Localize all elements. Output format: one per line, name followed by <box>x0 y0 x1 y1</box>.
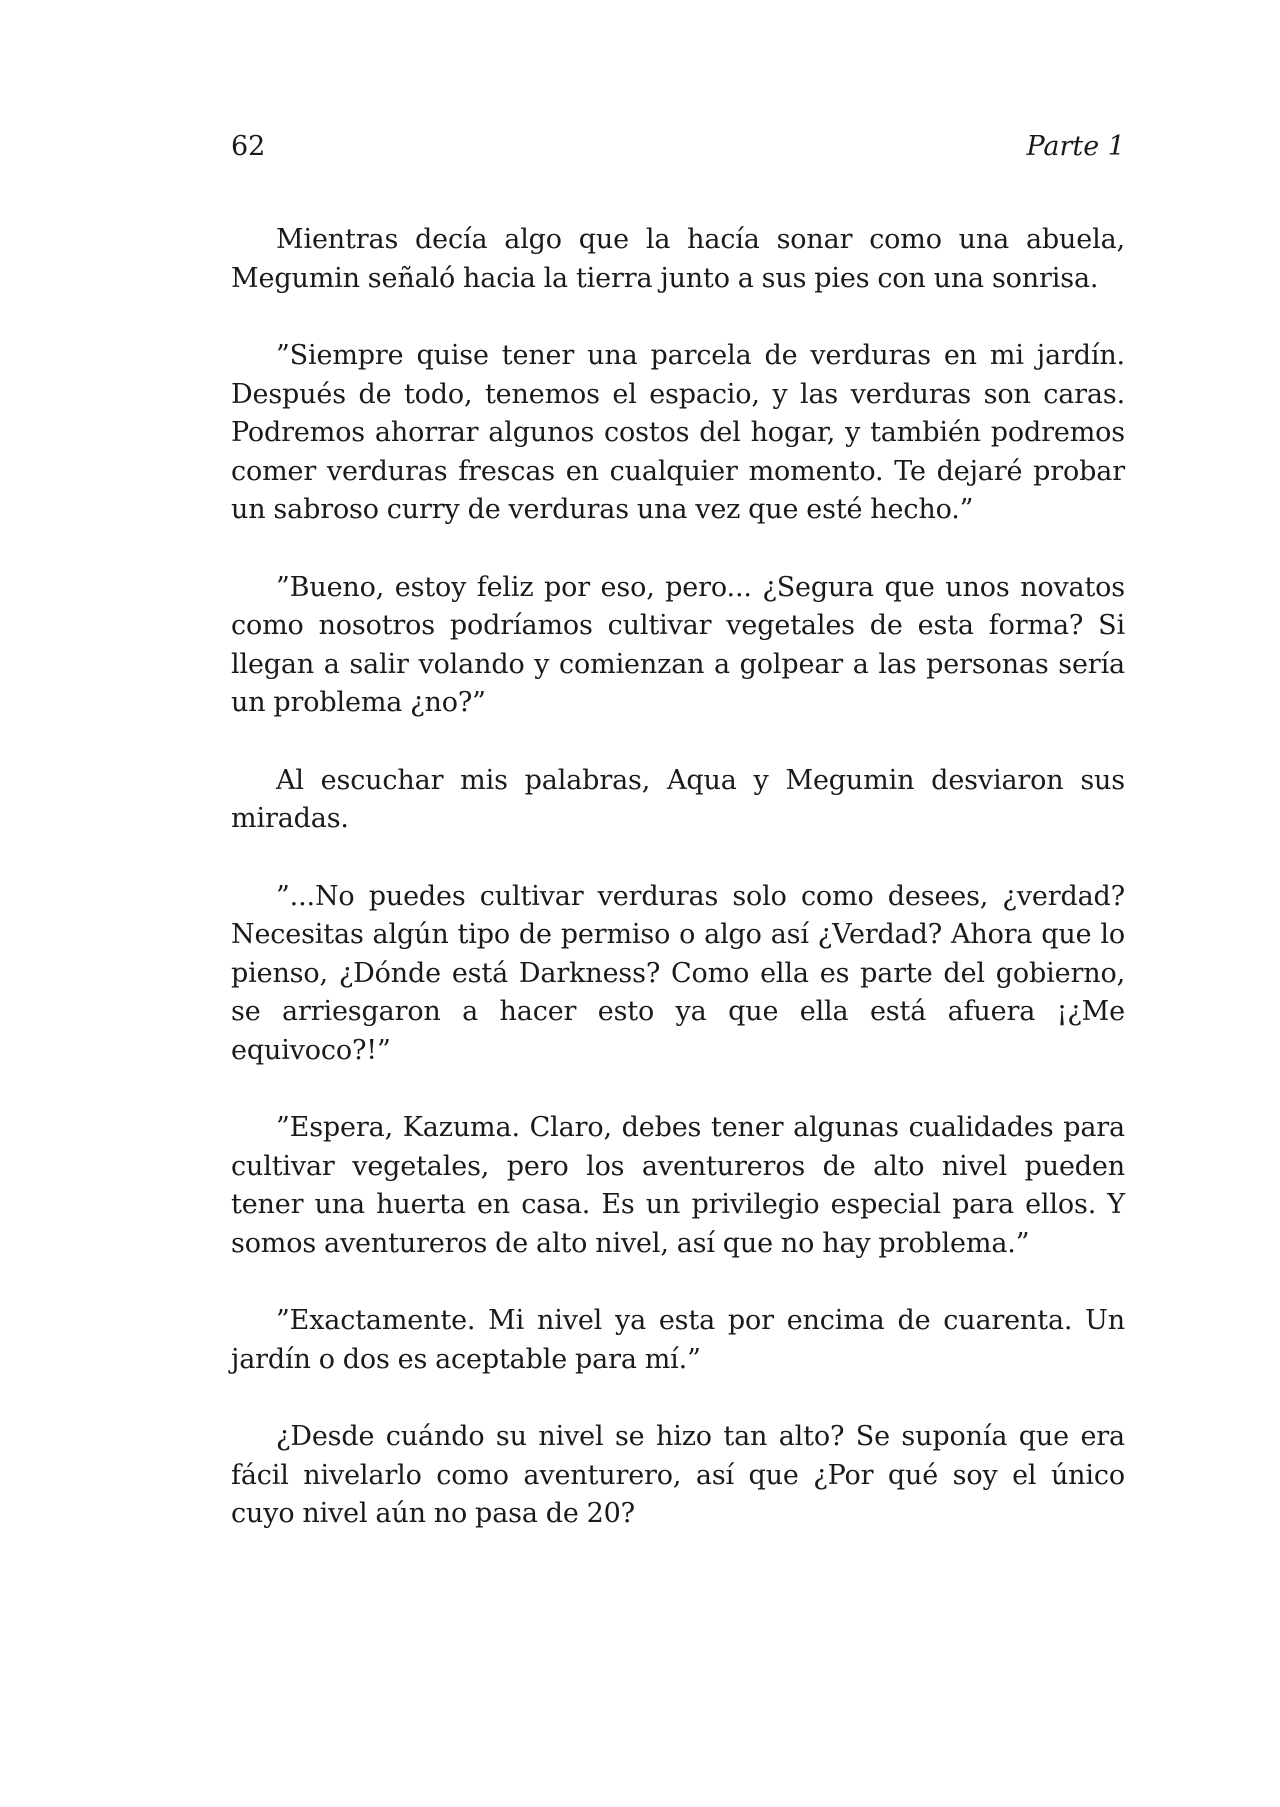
running-header <box>231 130 1125 164</box>
section-title: Parte 1 <box>1026 131 1125 162</box>
paragraph: ”Espera, Kazuma. Claro, debes tener algunas cualidades para cultivar vegetales, pero los aventureros de alto nivel pueden tener una huerta en casa. Es un privilegio especial para ellos. Y somos aventureros de alto nivel, así que no hay problema.” <box>231 1112 1125 1259</box>
paragraph: Mientras decía algo que la hacía sonar como una abuela, Megumin señaló hacia la tierra junto a sus pies con una sonrisa. <box>231 224 1125 294</box>
body-text <box>231 221 1125 1573</box>
page-number: 62 <box>231 131 266 162</box>
paragraph: ”Exactamente. Mi nivel ya esta por encima de cuarenta. Un jardín o dos es aceptable para mí.” <box>231 1305 1125 1375</box>
paragraph: Al escuchar mis palabras, Aqua y Megumin desviaron sus miradas. <box>231 764 1125 834</box>
paragraph: ”...No puedes cultivar verduras solo como desees, ¿verdad? Necesitas algún tipo de permiso o algo así ¿Verdad? Ahora que lo pienso, ¿Dónde está Darkness? Como ella es parte del gobierno, se arriesgaron a hacer esto ya que ella está afuera ¡¿Me equivoco?!” <box>231 880 1125 1066</box>
paragraph: ”Bueno, estoy feliz por eso, pero... ¿Segura que unos novatos como nosotros podríamos cultivar vegetales de esta forma? Si llegan a salir volando y comienzan a golpear a las personas sería un problema ¿no?” <box>231 571 1125 718</box>
paragraph: ¿Desde cuándo su nivel se hizo tan alto? Se suponía que era fácil nivelarlo como aventurero, así que ¿Por qué soy el único cuyo nivel aún no pasa de 20? <box>231 1421 1125 1529</box>
paragraph: ”Siempre quise tener una parcela de verduras en mi jardín. Después de todo, tenemos el espacio, y las verduras son caras. Podremos ahorrar algunos costos del hogar, y también podremos comer verduras frescas en cualquier momento. Te dejaré probar un sabroso curry de verduras una vez que esté hecho.” <box>231 340 1125 525</box>
